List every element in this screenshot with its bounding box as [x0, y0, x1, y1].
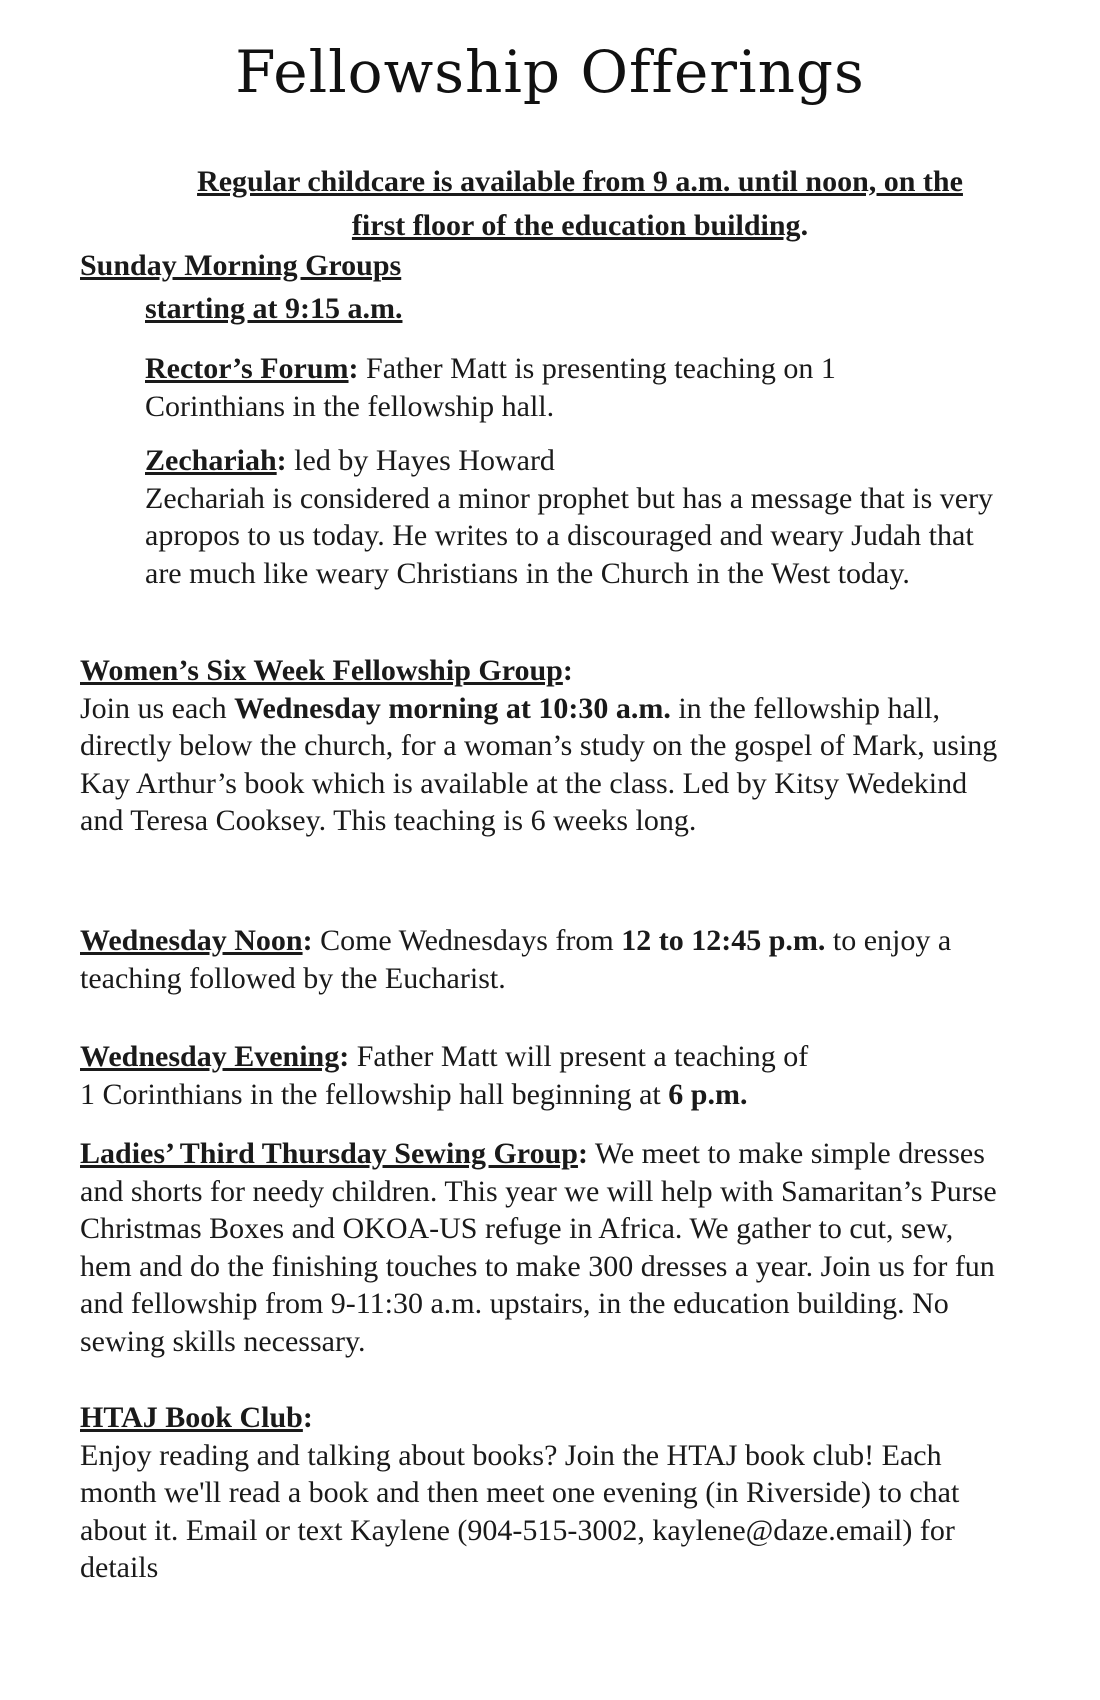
wednesday-noon-text-1: Come Wednesdays from — [312, 924, 622, 957]
rectors-forum-label: Rector’s Forum — [145, 352, 349, 385]
sewing-group-label: Ladies’ Third Thursday Sewing Group — [80, 1137, 578, 1170]
sewing-group-entry — [80, 1135, 1010, 1360]
zechariah-description: Zechariah is considered a minor prophet but has a message that is very apropos to us today. He writes to a discouraged and weary Judah that are much like weary Christians in the Church in the West today. — [145, 481, 994, 590]
womens-group-text-2: in the fellowship hall, directly below the church, for a woman’s study on the gospel of Mark, using Kay Arthur’s book which is available at the class. Led by Kitsy Wedekind and Teresa Cooksey. This teaching is 6 weeks long. — [80, 691, 998, 837]
womens-group-text-1: Join us each — [80, 691, 235, 725]
childcare-period: . — [800, 209, 809, 242]
rectors-forum-entry — [145, 350, 935, 425]
womens-group-entry — [80, 652, 1010, 840]
childcare-line-1: Regular childcare is available from 9 a.m. until noon, on the — [197, 165, 963, 198]
sewing-group-colon: : — [577, 1137, 588, 1170]
wednesday-noon-colon: : — [302, 924, 313, 957]
zechariah-label: Zechariah — [145, 444, 277, 477]
wednesday-evening-entry — [80, 1038, 1010, 1113]
sewing-group-text: We meet to make simple dresses and shorts for needy children. This year we will help with Samaritan’s Purse Christmas Boxes and OKOA-US refuge in Africa. We gather to cut, sew, hem and do the finishing touches to make 300 dresses a year. Join us for fun and fellowship from 9-11:30 a.m. upstairs, in the education building. No sewing skills necessary. — [80, 1137, 997, 1358]
book-club-label: HTAJ Book Club — [80, 1401, 303, 1434]
zechariah-leader: led by Hayes Howard — [286, 444, 555, 477]
zechariah-entry — [145, 442, 995, 592]
womens-group-label: Women’s Six Week Fellowship Group — [80, 654, 563, 687]
wednesday-noon-text-2: to enjoy a teaching followed by the Eucharist. — [80, 924, 952, 995]
womens-group-colon: : — [562, 654, 573, 687]
book-club-entry — [80, 1399, 980, 1587]
wednesday-evening-text-2: 1 Corinthians in the fellowship hall beginning at — [80, 1077, 669, 1111]
childcare-line-2: first floor of the education building — [351, 209, 801, 242]
wednesday-evening-label: Wednesday Evening — [80, 1040, 340, 1073]
page-title: Fellowship Offerings — [235, 38, 865, 106]
book-club-text: Enjoy reading and talking about books? Join the HTAJ book club! Each month we'll read a book and then meet one evening (in Riverside) to chat about it. Email or text Kaylene (904-515-3002, kaylene@daze.email) for details — [80, 1438, 960, 1584]
rectors-forum-colon: : — [348, 352, 359, 385]
wednesday-noon-label: Wednesday Noon — [80, 924, 303, 957]
zechariah-colon: : — [276, 444, 287, 477]
wednesday-noon-time: 12 to 12:45 p.m. — [621, 924, 826, 957]
wednesday-evening-text-1: Father Matt will present a teaching of — [349, 1040, 809, 1073]
childcare-notice — [140, 160, 1020, 248]
book-club-colon: : — [302, 1401, 313, 1434]
wednesday-noon-entry — [80, 922, 980, 997]
rectors-forum-text: Father Matt is presenting teaching on 1 Corinthians in the fellowship hall. — [145, 352, 836, 423]
wednesday-evening-time: 6 p.m. — [668, 1077, 748, 1111]
sunday-groups-heading: Sunday Morning Groups — [80, 249, 402, 282]
womens-group-time: Wednesday morning at 10:30 a.m. — [234, 691, 671, 725]
wednesday-evening-colon: : — [339, 1040, 350, 1073]
sunday-groups-time: starting at 9:15 a.m. — [145, 292, 403, 325]
